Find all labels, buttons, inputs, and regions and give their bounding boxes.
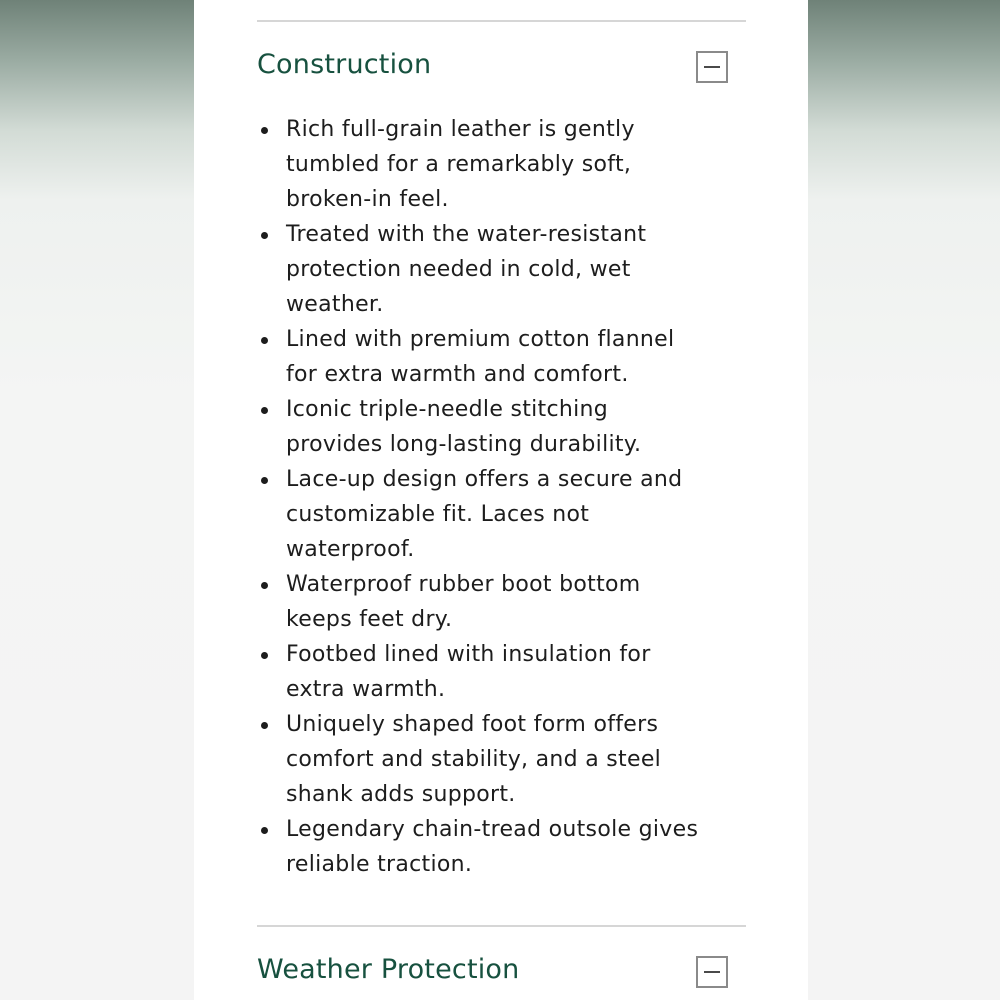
list-item-text: broken-in feel.	[286, 187, 449, 212]
list-item	[286, 462, 756, 567]
section-title-weather-protection[interactable]: Weather Protection	[257, 954, 520, 985]
list-item-text: protection needed in cold, wet	[286, 257, 631, 282]
minus-icon	[704, 971, 720, 973]
list-item	[286, 812, 756, 882]
bullet-icon	[261, 127, 268, 134]
bullet-icon	[261, 477, 268, 484]
list-item	[286, 567, 756, 637]
list-item-text: weather.	[286, 292, 384, 317]
list-item-text: waterproof.	[286, 537, 415, 562]
list-item-text: comfort and stability, and a steel	[286, 747, 662, 772]
list-item-text: extra warmth.	[286, 677, 446, 702]
list-item-text: Lace-up design offers a secure and	[286, 467, 683, 492]
list-item	[286, 707, 756, 812]
list-item-text: Waterproof rubber boot bottom	[286, 572, 641, 597]
collapse-construction-button[interactable]	[696, 51, 728, 83]
bullet-icon	[261, 232, 268, 239]
bullet-icon	[261, 337, 268, 344]
list-item-text: Legendary chain-tread outsole gives	[286, 817, 699, 842]
list-item-text: keeps feet dry.	[286, 607, 453, 632]
list-item	[286, 637, 756, 707]
list-item-text: Footbed lined with insulation for	[286, 642, 651, 667]
list-item-text: Rich full-grain leather is gently	[286, 117, 635, 142]
section-divider	[257, 20, 746, 22]
product-details-panel	[194, 0, 808, 1000]
section-divider	[257, 925, 746, 927]
list-item-text: provides long-lasting durability.	[286, 432, 642, 457]
bullet-icon	[261, 827, 268, 834]
list-item-text: Lined with premium cotton flannel	[286, 327, 675, 352]
collapse-weather-protection-button[interactable]	[696, 956, 728, 988]
list-item-text: Treated with the water-resistant	[286, 222, 647, 247]
list-item-text: for extra warmth and comfort.	[286, 362, 629, 387]
bullet-icon	[261, 582, 268, 589]
list-item	[286, 217, 756, 322]
section-title-construction[interactable]: Construction	[257, 49, 432, 80]
construction-feature-list	[286, 112, 756, 882]
bullet-icon	[261, 652, 268, 659]
list-item-text: Uniquely shaped foot form offers	[286, 712, 659, 737]
bullet-icon	[261, 407, 268, 414]
list-item-text: shank adds support.	[286, 782, 516, 807]
list-item	[286, 112, 756, 217]
list-item-text: tumbled for a remarkably soft,	[286, 152, 632, 177]
list-item-text: reliable traction.	[286, 852, 473, 877]
minus-icon	[704, 66, 720, 68]
bullet-icon	[261, 722, 268, 729]
list-item-text: Iconic triple-needle stitching	[286, 397, 609, 422]
list-item	[286, 392, 756, 462]
list-item-text: customizable fit. Laces not	[286, 502, 590, 527]
list-item	[286, 322, 756, 392]
